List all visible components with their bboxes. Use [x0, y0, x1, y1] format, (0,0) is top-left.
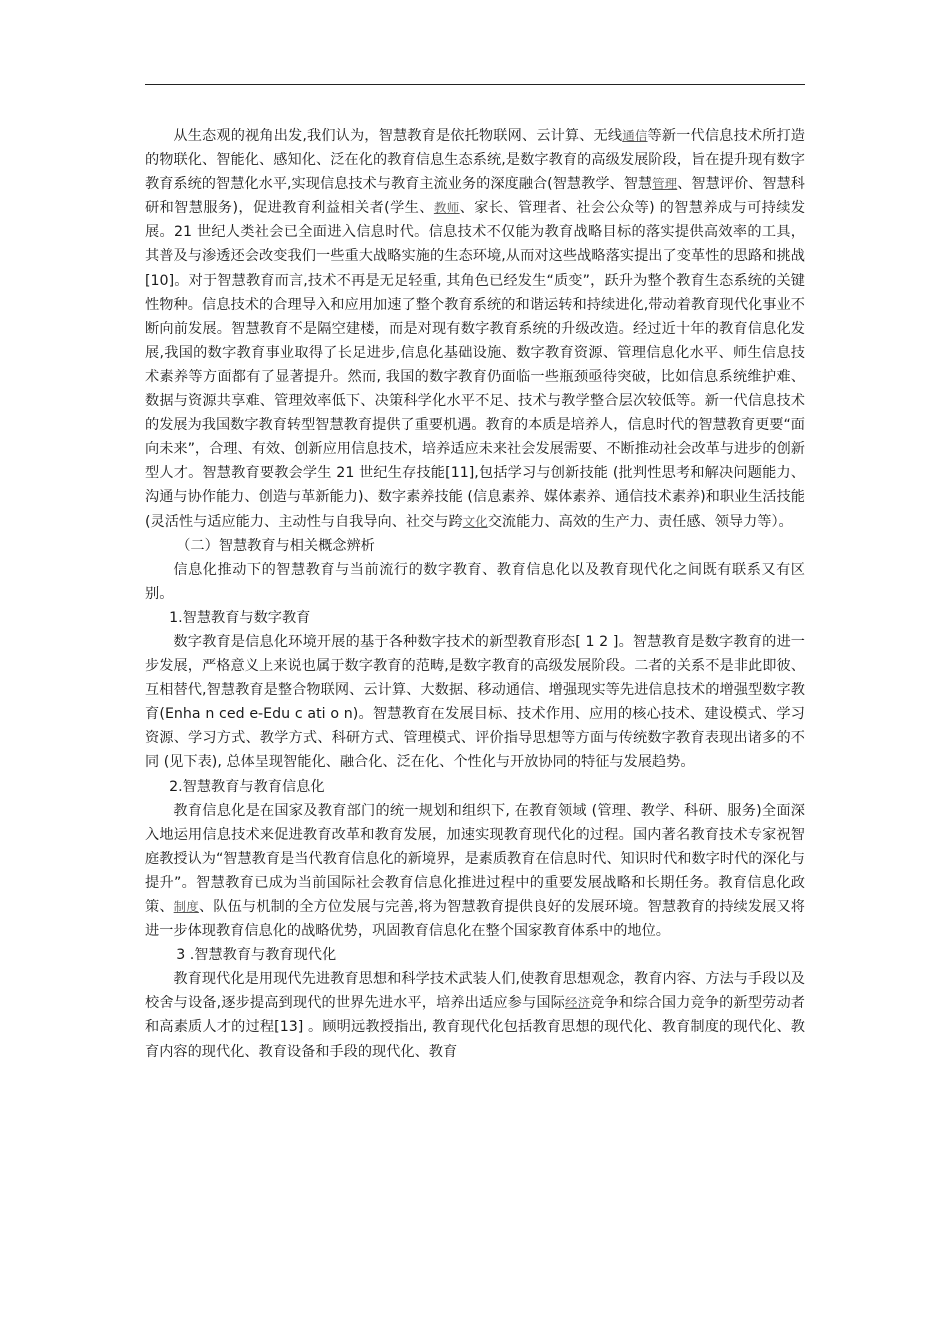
- text-run: 教育现代化是用现代先进教育思想和科学技术武装人们,使教育思想观念，教育内容、方法与手段以及校舍与设备,逐步提高到现代的世界先进水平，培养出适应参与国际: [145, 971, 805, 1012]
- text-run: 1.智慧教育与数字教育: [169, 609, 311, 626]
- text-run: 数字教育是信息化环境开展的基于各种数字技术的新型教育形态[ 1 2 ]。智慧教育是数字教育的进一步发展，严格意义上来说也属于数字教育的范畴,是数字教育的高级发展阶段。二者的关系不是非此即彼、互相替代,智慧教育是整合物联网、云计算、大数据、移动通信、增强现实等先进信息技术的增强型数字教育(Enha n ced e-Edu c ati o n)。智慧教育在发展目标、技术作用、应用的核心技术、建设模式、学习资源、学习方式、教学方式、科研方式、管理模式、评价指导思想等方面与传统数字教育表现出诸多的不同 (见下表), 总体呈现智能化、融合化、泛在化、个性化与开放协同的特征与发展趋势。: [145, 633, 805, 771]
- text-run: 、家长、管理者、社会公众等) 的智慧养成与可持续发展。21 世纪人类社会已全面进入信息时代。信息技术不仅能为教育战略目标的落实提供高效率的工具，其普及与渗透还会改变我们一些重大战略实施的生态环境,从而对这些战略落实提出了变革性的思路和挑战[10]。对于智慧教育而言,技术不再是无足轻重, 其角色已经发生“质变”，跃升为整个教育生态系统的关键性物种。信息技术的合理导入和应用加速了整个教育系统的和谐运转和持续进化,带动着教育现代化事业不断向前发展。智慧教育不是隔空建楼，而是对现有数字教育系统的升级改造。经过近十年的教育信息化发展,我国的数字教育事业取得了长足进步,信息化基础设施、数字教育资源、管理信息化水平、师生信息技术素养等方面都有了显著提升。然而, 我国的数字教育仍面临一些瓶颈亟待突破，比如信息系统维护难、数据与资源共享难、管理效率低下、决策科学化水平不足、技术与教学整合层次较低等。新一代信息技术的发展为我国数字教育转型智慧教育提供了重要机遇。教育的本质是培养人，信息时代的智慧教育更要“面向未来”，合理、有效、创新应用信息技术，培养适应未来社会发展需要、不断推动社会改革与进步的创新型人才。智慧教育要教会学生 21 世纪生存技能[11],包括学习与创新技能 (批判性思考和解决问题能力、沟通与协作能力、创造与革新能力)、数字素养技能 (信息素养、媒体素养、通信技术素养)和职业生活技能 (灵活性与适应能力、主动性与自我导向、社交与跨: [145, 200, 806, 530]
- text-run: 教育信息化是在国家及教育部门的统一规划和组织下, 在教育领域 (管理、教学、科研、服务)全面深入地运用信息技术来促进教育改革和教育发展，加速实现教育现代化的过程。国内著名教育技术专家祝智庭教授认为“智慧教育是当代教育信息化的新境界，是素质教育在信息时代、知识时代和数字时代的深化与提升”。智慧教育已成为当前国际社会教育信息化推进过程中的重要发展战略和长期任务。教育信息化政策、: [145, 802, 805, 915]
- inline-link[interactable]: 制度: [173, 899, 199, 914]
- text-run: （二）智慧教育与相关概念辨析: [176, 537, 375, 554]
- body-paragraph: [145, 630, 805, 775]
- body-paragraph: [145, 967, 805, 1063]
- section-heading: [145, 943, 805, 967]
- text-run: 竞争和综合国力竞争的新型劳动者和高素质人才的过程[13] 。顾明远教授指出, 教育现代化包括教育思想的现代化、教育制度的现代化、教育内容的现代化、教育设备和手段的现代化、教育: [145, 995, 805, 1060]
- text-run: 、队伍与机制的全方位发展与完善,将为智慧教育提供良好的发展环境。智慧教育的持续发展又将进一步体现教育信息化的战略优势，巩固教育信息化在整个国家教育体系中的地位。: [145, 899, 805, 940]
- section-heading: [145, 534, 805, 558]
- text-run: 从生态观的视角出发,我们认为，智慧教育是依托物联网、云计算、无线: [173, 128, 623, 144]
- inline-link[interactable]: 管理: [652, 176, 678, 192]
- body-paragraph: [145, 799, 805, 944]
- text-run: 交流能力、高效的生产力、责任感、领导力等）。: [487, 513, 793, 530]
- inline-link[interactable]: 文化: [462, 513, 488, 529]
- section-heading: [145, 606, 805, 630]
- section-heading: [145, 775, 805, 799]
- document-body: [145, 124, 805, 1064]
- text-run: 2.智慧教育与教育信息化: [169, 778, 325, 795]
- text-run: 等新一代信息技术所打造的物联化、智能化、感知化、泛在化的教育信息生态系统,是数字教育的高级发展阶段，旨在提升现有数字教育系统的智慧化水平,实现信息技术与教育主流业务的深度融合(智慧教学、智慧: [145, 128, 805, 193]
- inline-link[interactable]: 通信: [622, 128, 648, 143]
- text-run: 、智慧评价、智慧科研和智慧服务)，促进教育利益相关者(学生、: [145, 176, 805, 217]
- inline-link[interactable]: 经济: [565, 995, 591, 1011]
- body-paragraph: [145, 124, 805, 534]
- header-rule: [145, 84, 805, 85]
- inline-link[interactable]: 教师: [433, 200, 460, 216]
- text-run: 3 .智慧教育与教育现代化: [176, 947, 337, 964]
- text-run: 信息化推动下的智慧教育与当前流行的数字教育、教育信息化以及教育现代化之间既有联系又有区别。: [145, 561, 805, 602]
- body-paragraph: [145, 558, 805, 606]
